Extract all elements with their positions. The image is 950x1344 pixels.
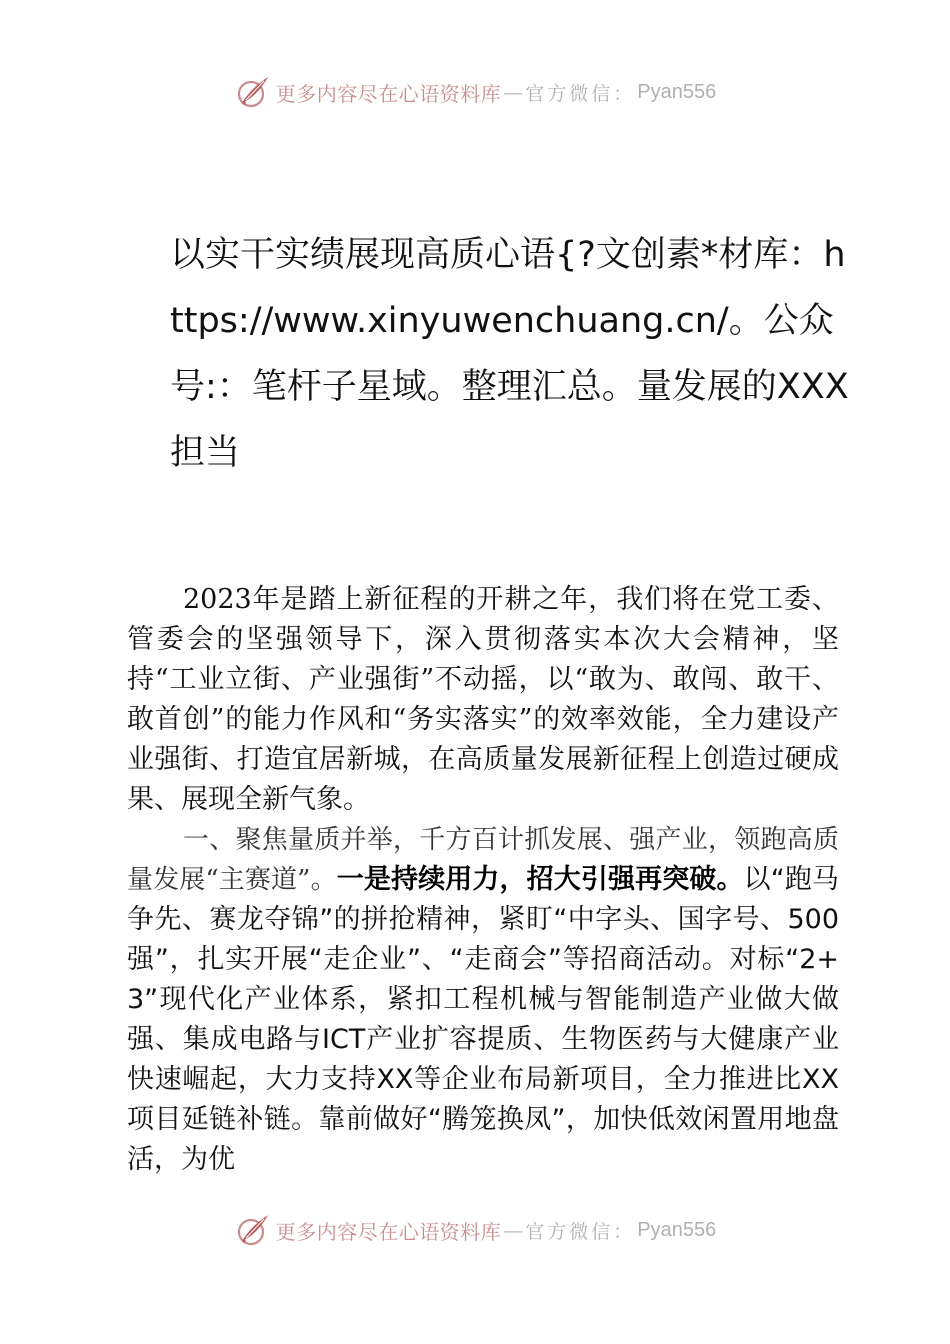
watermark-wechat-label: 官方微信： <box>525 1220 636 1243</box>
feather-pen-logo-icon <box>234 1211 272 1249</box>
section-subheading-bold: 一是持续用力，招大引强再突破。 <box>336 864 744 895</box>
footer-watermark <box>0 1210 950 1250</box>
header-watermark <box>0 72 950 112</box>
section-body-text: 以“跑马争先、赛龙夺锦”的拼抢精神，紧盯“中字头、国字号、500强”，扎实开展“走企业”、“走商会”等招商活动。对标“2+3”现代化产业体系，紧扣工程机械与智能制造产业做大做强、集成电路与ICT产业扩容提质、生物医药与大健康产业快速崛起，大力支持XX等企业布局新项目，全力推进比XX项目延链补链。靠前做好“腾笼换凤”，加快低效闲置用地盘活，为优 <box>127 864 840 1175</box>
document-body <box>127 580 839 1180</box>
feather-pen-logo-icon <box>234 73 272 111</box>
watermark-wechat-label: 官方微信： <box>525 82 636 105</box>
document-title: 以实干实绩展现高质心语{?文创素*材库：https://www.xinyuwenchuang.cn/。公众号:：笔杆子星域。整理汇总。量发展的XXX担当 <box>170 235 849 473</box>
paragraph-section-one <box>127 820 839 1180</box>
watermark-wechat-id: Pyan556 <box>637 1218 717 1241</box>
section-heading: 一、聚焦量质并举，千方百计抓发展、强产业，领跑高质量发展“主赛道”。 <box>127 825 839 895</box>
watermark-separator: — <box>503 80 524 104</box>
watermark-wechat-id: Pyan556 <box>637 80 717 103</box>
watermark-text: 更多内容尽在心语资料库 <box>275 1219 502 1244</box>
watermark-separator: — <box>503 1218 524 1242</box>
paragraph-intro: 2023年是踏上新征程的开耕之年，我们将在党工委、管委会的坚强领导下，深入贯彻落实本次大会精神，坚持“工业立街、产业强街”不动摇，以“敢为、敢闯、敢干、敢首创”的能力作风和“务实落实”的效率效能，全力建设产业强街、打造宜居新城，在高质量发展新征程上创造过硬成果、展现全新气象。 <box>127 584 839 815</box>
watermark-text: 更多内容尽在心语资料库 <box>275 81 502 106</box>
